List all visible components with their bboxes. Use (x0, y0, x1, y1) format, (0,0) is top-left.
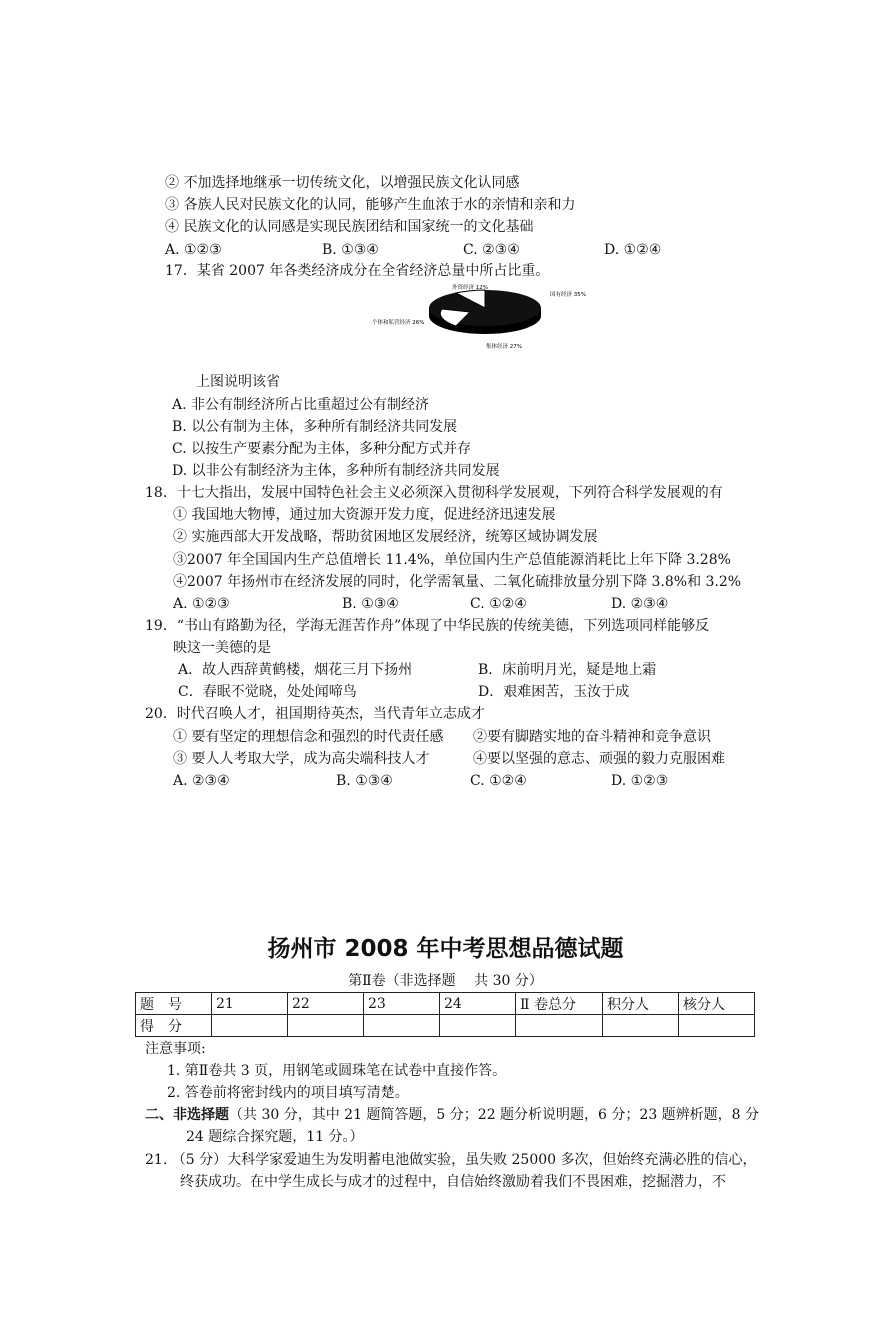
score-table (135, 992, 755, 1037)
q16-option-c: C. ②③④ (463, 242, 520, 258)
pie-label-foreign: 外资经济 12% (452, 285, 488, 291)
score-table-header-row (136, 993, 755, 1015)
q19-option-b: B．床前明月光，疑是地上霜 (478, 662, 657, 678)
q18-option-c: C. ①②④ (470, 596, 527, 612)
section-2-label: 二、非选择题 (145, 1107, 229, 1123)
q20-statement-2: ②要有脚踏实地的奋斗精神和竞争意识 (473, 729, 711, 745)
q19-option-a: A．故人西辞黄鹤楼，烟花三月下扬州 (178, 662, 413, 678)
section-2-description: （共 30 分，其中 21 题简答题，5 分；22 题分析说明题，6 分；23 题辨析题，8 分 (229, 1107, 760, 1123)
score-input-cell[interactable] (212, 1015, 288, 1037)
q17-option-c: C. 以按生产要素分配为主体，多种分配方式并存 (172, 441, 472, 457)
score-input-cell[interactable] (516, 1015, 603, 1037)
q18-stem: 18．十七大指出，发展中国特色社会主义必须深入贯彻科学发展观，下列符合科学发展观的有 (145, 485, 723, 501)
q20-statement-1: ① 要有坚定的理想信念和强烈的时代责任感 (173, 729, 444, 745)
score-cell: 22 (288, 993, 364, 1015)
note-2: 2. 答卷前将密封线内的项目填写清楚。 (167, 1085, 409, 1101)
score-cell: 21 (212, 993, 288, 1015)
q16-statement-3: ③ 各族人民对民族文化的认同，能够产生血浓于水的亲情和亲和力 (165, 197, 576, 213)
score-cell: 积分人 (603, 993, 679, 1015)
q20-option-d: D. ①②③ (611, 773, 669, 789)
score-input-cell[interactable] (679, 1015, 755, 1037)
score-cell: 23 (364, 993, 440, 1015)
q18-statement-1: ① 我国地大物博，通过加大资源开发力度，促进经济迅速发展 (173, 507, 556, 523)
q18-option-d: D. ②③④ (611, 596, 669, 612)
section-subtitle: 第Ⅱ卷（非选择题 共 30 分） (348, 973, 543, 989)
q17-lead: 上图说明该省 (196, 374, 280, 390)
section-2-heading (145, 1106, 759, 1124)
q16-option-b: B. ①③④ (322, 242, 379, 258)
q18-option-b: B. ①③④ (342, 596, 399, 612)
score-table-score-row (136, 1015, 755, 1037)
score-input-cell[interactable] (288, 1015, 364, 1037)
q19-stem: 19．“书山有路勤为径，学海无涯苦作舟”体现了中华民族的传统美德，下列选项同样能够反 (145, 618, 710, 634)
q21-line-2: 终获成功。在中学生成长与成才的过程中，自信始终激励着我们不畏困难，挖掘潜力，不 (180, 1174, 726, 1190)
q20-statement-3: ③ 要人人考取大学，成为高尖端科技人才 (173, 751, 430, 767)
pie-label-collective: 集体经济 27% (486, 344, 522, 350)
section-2-description-continued: 24 题综合探究题，11 分。） (186, 1129, 364, 1145)
q20-option-b: B. ①③④ (336, 773, 393, 789)
q16-statement-4: ④ 民族文化的认同感是实现民族团结和国家统一的文化基础 (165, 219, 534, 235)
q21-line-1: 21. （5 分）大科学家爱迪生为发明蓄电池做实验，虽失败 25000 多次，但始终充满必胜的信心， (145, 1152, 757, 1168)
pie-label-state: 国有经济 35% (550, 292, 586, 298)
q16-statement-2: ② 不加选择地继承一切传统文化，以增强民族文化认同感 (165, 175, 520, 191)
q17-stem: 17．某省 2007 年各类经济成分在全省经济总量中所占比重。 (165, 263, 550, 279)
pie-label-private: 个体和私营经济 26% (372, 320, 425, 326)
q17-option-b: B. 以公有制为主体，多种所有制经济共同发展 (172, 419, 458, 435)
q18-statement-2: ② 实施西部大开发战略，帮助贫困地区发展经济，统筹区域协调发展 (173, 529, 598, 545)
q19-stem-continued: 映这一美德的是 (173, 640, 271, 656)
exam-title: 扬州市 2008 年中考思想品德试题 (267, 936, 624, 962)
q20-stem: 20．时代召唤人才，祖国期待英杰，当代青年立志成才 (145, 706, 485, 722)
score-input-cell[interactable] (440, 1015, 516, 1037)
q19-option-c: C．春眠不觉晓，处处闻啼鸟 (178, 684, 357, 700)
score-cell: 得 分 (136, 1015, 212, 1037)
score-cell: 题 号 (136, 993, 212, 1015)
q17-option-a: A. 非公有制经济所占比重超过公有制经济 (172, 397, 430, 413)
score-cell: 核分人 (679, 993, 755, 1015)
score-cell: 24 (440, 993, 516, 1015)
q20-option-a: A. ②③④ (173, 773, 230, 789)
q19-option-d: D．艰难困苦，玉汝于成 (478, 684, 630, 700)
q16-option-d: D. ①②④ (604, 242, 662, 258)
q18-statement-3: ③2007 年全国国内生产总值增长 11.4%，单位国内生产总值能源消耗比上年下降 3.28% (173, 552, 731, 568)
q17-option-d: D. 以非公有制经济为主体，多种所有制经济共同发展 (172, 463, 500, 479)
q16-option-a: A. ①②③ (165, 242, 222, 258)
notes-heading: 注意事项: (145, 1041, 206, 1057)
q20-statement-4: ④要以坚强的意志、顽强的毅力克服困难 (473, 751, 725, 767)
note-1: 1. 第Ⅱ卷共 3 页，用钢笔或圆珠笔在试卷中直接作答。 (167, 1063, 507, 1079)
score-cell: Ⅱ 卷总分 (516, 993, 603, 1015)
q20-option-c: C. ①②④ (470, 773, 527, 789)
q18-option-a: A. ①②③ (173, 596, 230, 612)
score-input-cell[interactable] (364, 1015, 440, 1037)
economy-pie-chart (360, 282, 600, 352)
q18-statement-4: ④2007 年扬州市在经济发展的同时，化学需氧量、二氧化硫排放量分别下降 3.8%和 3.2% (173, 574, 742, 590)
score-input-cell[interactable] (603, 1015, 679, 1037)
